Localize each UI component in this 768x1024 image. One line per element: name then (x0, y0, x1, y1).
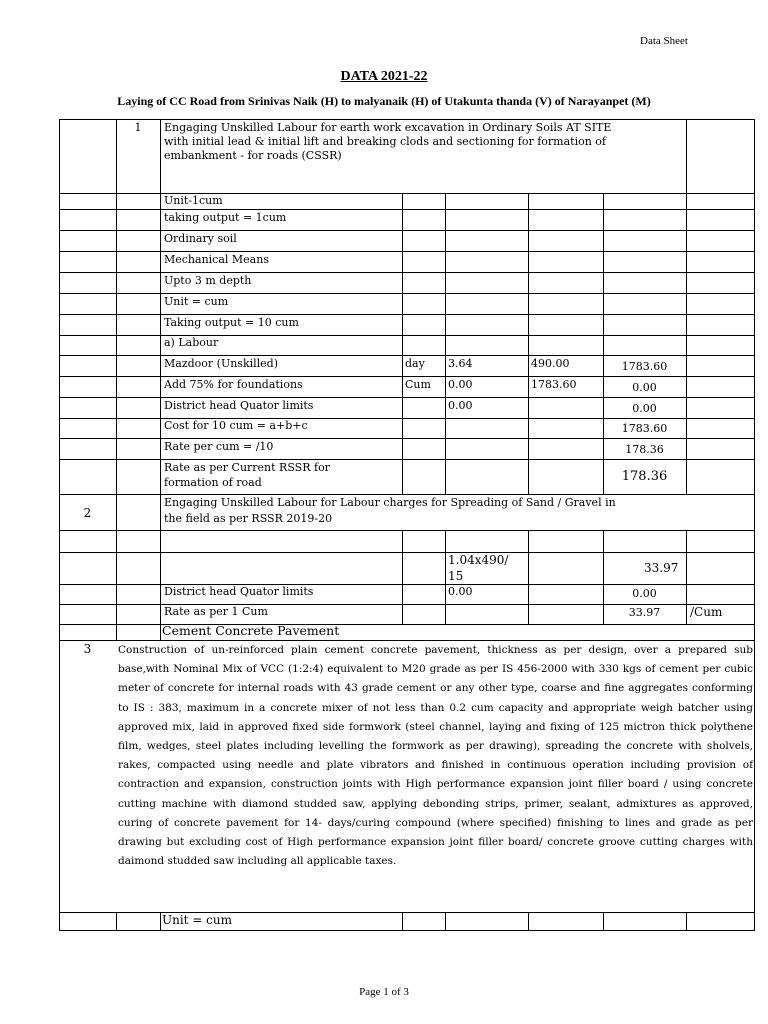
item-2-district-amount: 0.00 (632, 587, 657, 600)
item-2-desc-line-1: Engaging Unskilled Labour for Labour charges for Spreading of Sand / Gravel in (164, 496, 616, 509)
item-2-calc-line-1: 1.04x490/ (448, 553, 509, 567)
mazdoor-rate: 490.00 (531, 357, 570, 370)
ratecurrent-amount: 178.36 (621, 469, 668, 484)
section-heading-cement-concrete: Cement Concrete Pavement (162, 623, 340, 638)
district-amount: 0.00 (632, 402, 657, 415)
ratecurrent-label-line-1: Rate as per Current RSSR for (164, 461, 330, 474)
item-2-district-qty: 0.00 (448, 585, 473, 598)
item-2-calc-line-2: 15 (448, 569, 464, 583)
mazdoor-qty: 3.64 (448, 357, 473, 370)
item-1-desc-line-1: Engaging Unskilled Labour for earth work excavation in Ordinary Soils AT SITE (164, 121, 612, 134)
data-sheet-label: Data Sheet (640, 35, 688, 47)
item-number-2: 2 (83, 506, 92, 520)
row-label: Upto 3 m depth (164, 274, 252, 287)
page-footer: Page 1 of 3 (359, 986, 409, 998)
add75-unit: Cum (405, 378, 431, 391)
ratecum-amount: 178.36 (625, 443, 664, 456)
cost10-amount: 1783.60 (621, 422, 668, 435)
cost10-label: Cost for 10 cum = a+b+c (164, 419, 308, 432)
item-2-desc-line-2: the field as per RSSR 2019-20 (164, 512, 333, 525)
ratecurrent-label-line-2: formation of road (164, 476, 262, 489)
mazdoor-label: Mazdoor (Unskilled) (164, 357, 279, 370)
mazdoor-amount: 1783.60 (621, 360, 668, 373)
item-1-desc-line-3: embankment - for roads (CSSR) (164, 149, 342, 162)
item-2-rate1cum-amount: 33.97 (628, 606, 661, 619)
item-2-calc-amount: 33.97 (644, 561, 679, 575)
mazdoor-unit: day (405, 357, 425, 370)
item-2-rate1cum-label: Rate as per 1 Cum (164, 605, 268, 618)
item-3-unit: Unit = cum (162, 913, 233, 927)
item-1-desc-line-2: with initial lead & initial lift and breaking clods and sectioning for formation of (164, 135, 606, 148)
add75-label: Add 75% for foundations (164, 378, 303, 391)
document-title: DATA 2021-22 (340, 69, 428, 84)
district-label: District head Quator limits (164, 399, 314, 412)
district-qty: 0.00 (448, 399, 473, 412)
item-2-district-label: District head Quator limits (164, 585, 314, 598)
row-label: Mechanical Means (164, 253, 269, 266)
add75-rate: 1783.60 (531, 378, 577, 391)
add75-qty: 0.00 (448, 378, 473, 391)
row-label: Unit-1cum (164, 194, 223, 207)
document-subtitle: Laying of CC Road from Srinivas Naik (H) to malyanaik (H) of Utakunta thanda (V) of Narayanpet (M) (117, 94, 651, 108)
ratecum-label: Rate per cum = /10 (164, 440, 274, 453)
row-label: Unit = cum (164, 295, 229, 308)
item-number-1: 1 (134, 121, 142, 134)
add75-amount: 0.00 (632, 381, 657, 394)
row-label: Taking output = 10 cum (164, 316, 299, 329)
row-label: a) Labour (164, 336, 219, 349)
row-label: taking output = 1cum (164, 211, 287, 224)
item-3-description: Construction of un-reinforced plain cement concrete pavement, thickness as per design, over a prepared sub base,with Nominal Mix of VCC (1:2:4) equivalent to M20 grade as per IS 456-2000 with 330 kgs of cement per cubic meter of concrete for internal roads with 43 grade cement or any other type, coarse and fine aggregates conforming to IS : 383, maximum in a concrete mixer of not less than 0.2 cum capacity and appropriate weigh batcher using approved mix, laid in approved fixed side formwork (steel channel, laying and fixing of 125 mictron thick polythene film, wedges, steel plates including levelling the formwork as per drawing), spreading the concrete with sholvels, rakes, compacted using needle and plate vibrators and finished in continuous operation including provision of contraction and expansion, construction joints with High performance expansion joint filler board / using concrete cutting machine with diamond studded saw, applying debonding strips, primer, sealant, admixtures as approved, curing of concrete pavement for 14- days/curing compound (where specified) finishing to lines and grade as per drawing but excluding cost of High performance expansion joint filler board/ concrete groove cutting charges with daimond studded saw including all applicable taxes. (118, 644, 753, 868)
item-2-rate1cum-unit: /Cum (690, 605, 723, 619)
item-number-3: 3 (83, 642, 92, 656)
row-label: Ordinary soil (164, 232, 237, 245)
